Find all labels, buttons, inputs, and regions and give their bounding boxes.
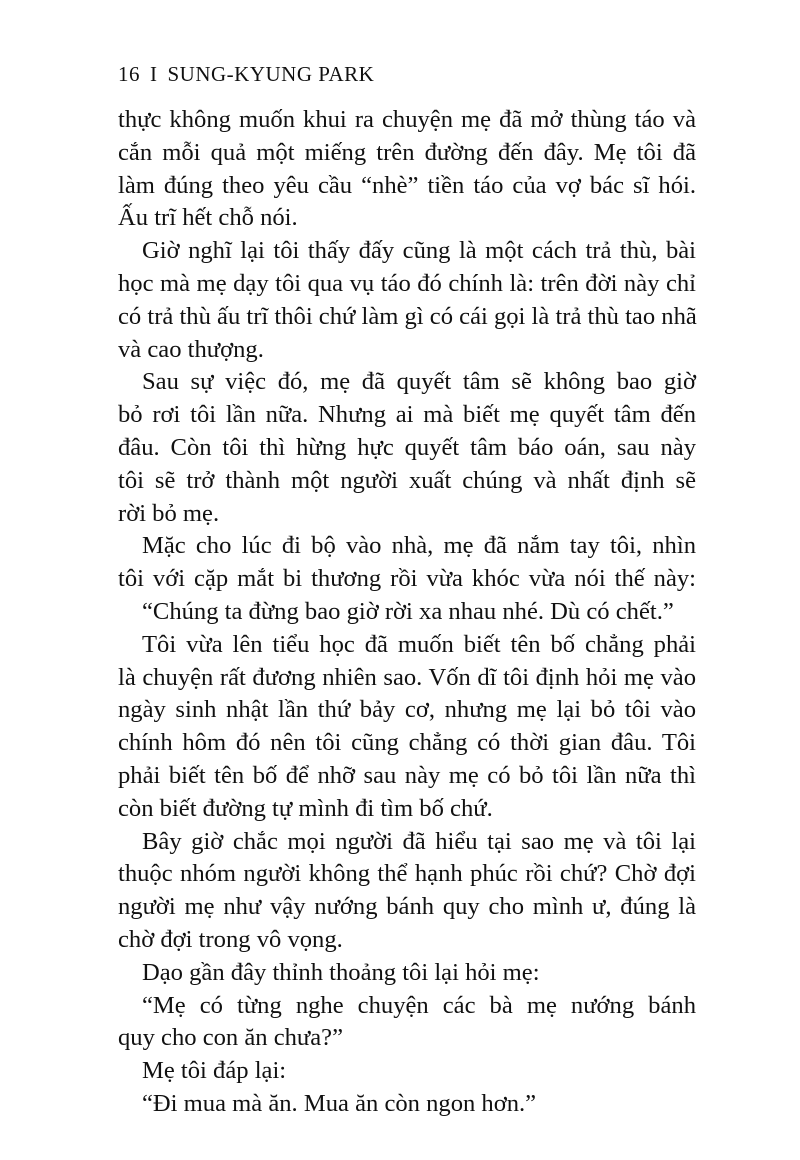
text-line: “Mẹ có từng nghe chuyện các bà mẹ nướng bánh — [142, 991, 696, 1019]
text-line: chính hôm đó nên tôi cũng chẳng có thời gian đâu. Tôi — [118, 729, 696, 757]
text-line: còn biết đường tự mình đi tìm bố chứ. — [118, 794, 493, 822]
text-line: Mẹ tôi đáp lại: — [142, 1057, 287, 1085]
author-name: SUNG-KYUNG PARK — [167, 62, 375, 86]
text-line: học mà mẹ dạy tôi qua vụ táo đó chính là: trên đời này chỉ — [118, 269, 696, 297]
text-line: và cao thượng. — [118, 335, 264, 363]
text-line: làm đúng theo yêu cầu “nhè” tiền táo của vợ bác sĩ hói. — [118, 171, 696, 199]
text-line: quy cho con ăn chưa?” — [118, 1024, 344, 1052]
text-line: tôi với cặp mắt bi thương rồi vừa khóc vừa nói thế này: — [118, 565, 696, 593]
text-line: Bây giờ chắc mọi người đã hiểu tại sao mẹ và tôi lại — [142, 827, 696, 855]
text-line: Mặc cho lúc đi bộ vào nhà, mẹ đã nắm tay tôi, nhìn — [142, 532, 696, 560]
text-line: “Chúng ta đừng bao giờ rời xa nhau nhé. Dù có chết.” — [142, 597, 674, 625]
text-line: tôi sẽ trở thành một người xuất chúng và nhất định sẽ — [118, 466, 696, 494]
text-line: phải biết tên bố để nhỡ sau này mẹ có bỏ tôi lần nữa thì — [118, 761, 696, 789]
text-line: thuộc nhóm người không thể hạnh phúc rồi chứ? Chờ đợi — [118, 860, 696, 888]
text-line: là chuyện rất đương nhiên sao. Vốn dĩ tôi định hỏi mẹ vào — [118, 663, 696, 691]
text-line: thực không muốn khui ra chuyện mẹ đã mở thùng táo và — [118, 106, 696, 133]
running-header — [118, 62, 374, 87]
text-line: bỏ rơi tôi lần nữa. Nhưng ai mà biết mẹ quyết tâm đến — [118, 401, 696, 429]
text-line: đâu. Còn tôi thì hừng hực quyết tâm báo oán, sau này — [118, 433, 696, 461]
text-line: cắn mỗi quả một miếng trên đường đến đây. Mẹ tôi đã — [118, 138, 696, 166]
text-line: “Đi mua mà ăn. Mua ăn còn ngon hơn.” — [142, 1089, 537, 1117]
text-line: chờ đợi trong vô vọng. — [118, 925, 343, 953]
text-line: ngày sinh nhật lần thứ bảy cơ, nhưng mẹ lại bỏ tôi vào — [118, 696, 696, 724]
text-line: Sau sự việc đó, mẹ đã quyết tâm sẽ không bao giờ — [142, 368, 696, 396]
text-line: Tôi vừa lên tiểu học đã muốn biết tên bố chẳng phải — [142, 630, 696, 658]
text-line: có trả thù ấu trĩ thôi chứ làm gì có cái gọi là trả thù tao nhã — [118, 302, 697, 330]
body-text — [118, 104, 696, 1121]
header-separator: I — [150, 62, 158, 86]
text-line: Dạo gần đây thỉnh thoảng tôi lại hỏi mẹ: — [142, 958, 540, 986]
text-line: Giờ nghĩ lại tôi thấy đấy cũng là một cách trả thù, bài — [142, 237, 696, 265]
text-line: Ấu trĩ hết chỗ nói. — [118, 204, 298, 232]
page-number: 16 — [118, 62, 140, 86]
text-line: rời bỏ mẹ. — [118, 499, 220, 527]
text-line: người mẹ như vậy nướng bánh quy cho mình ư, đúng là — [118, 893, 696, 921]
